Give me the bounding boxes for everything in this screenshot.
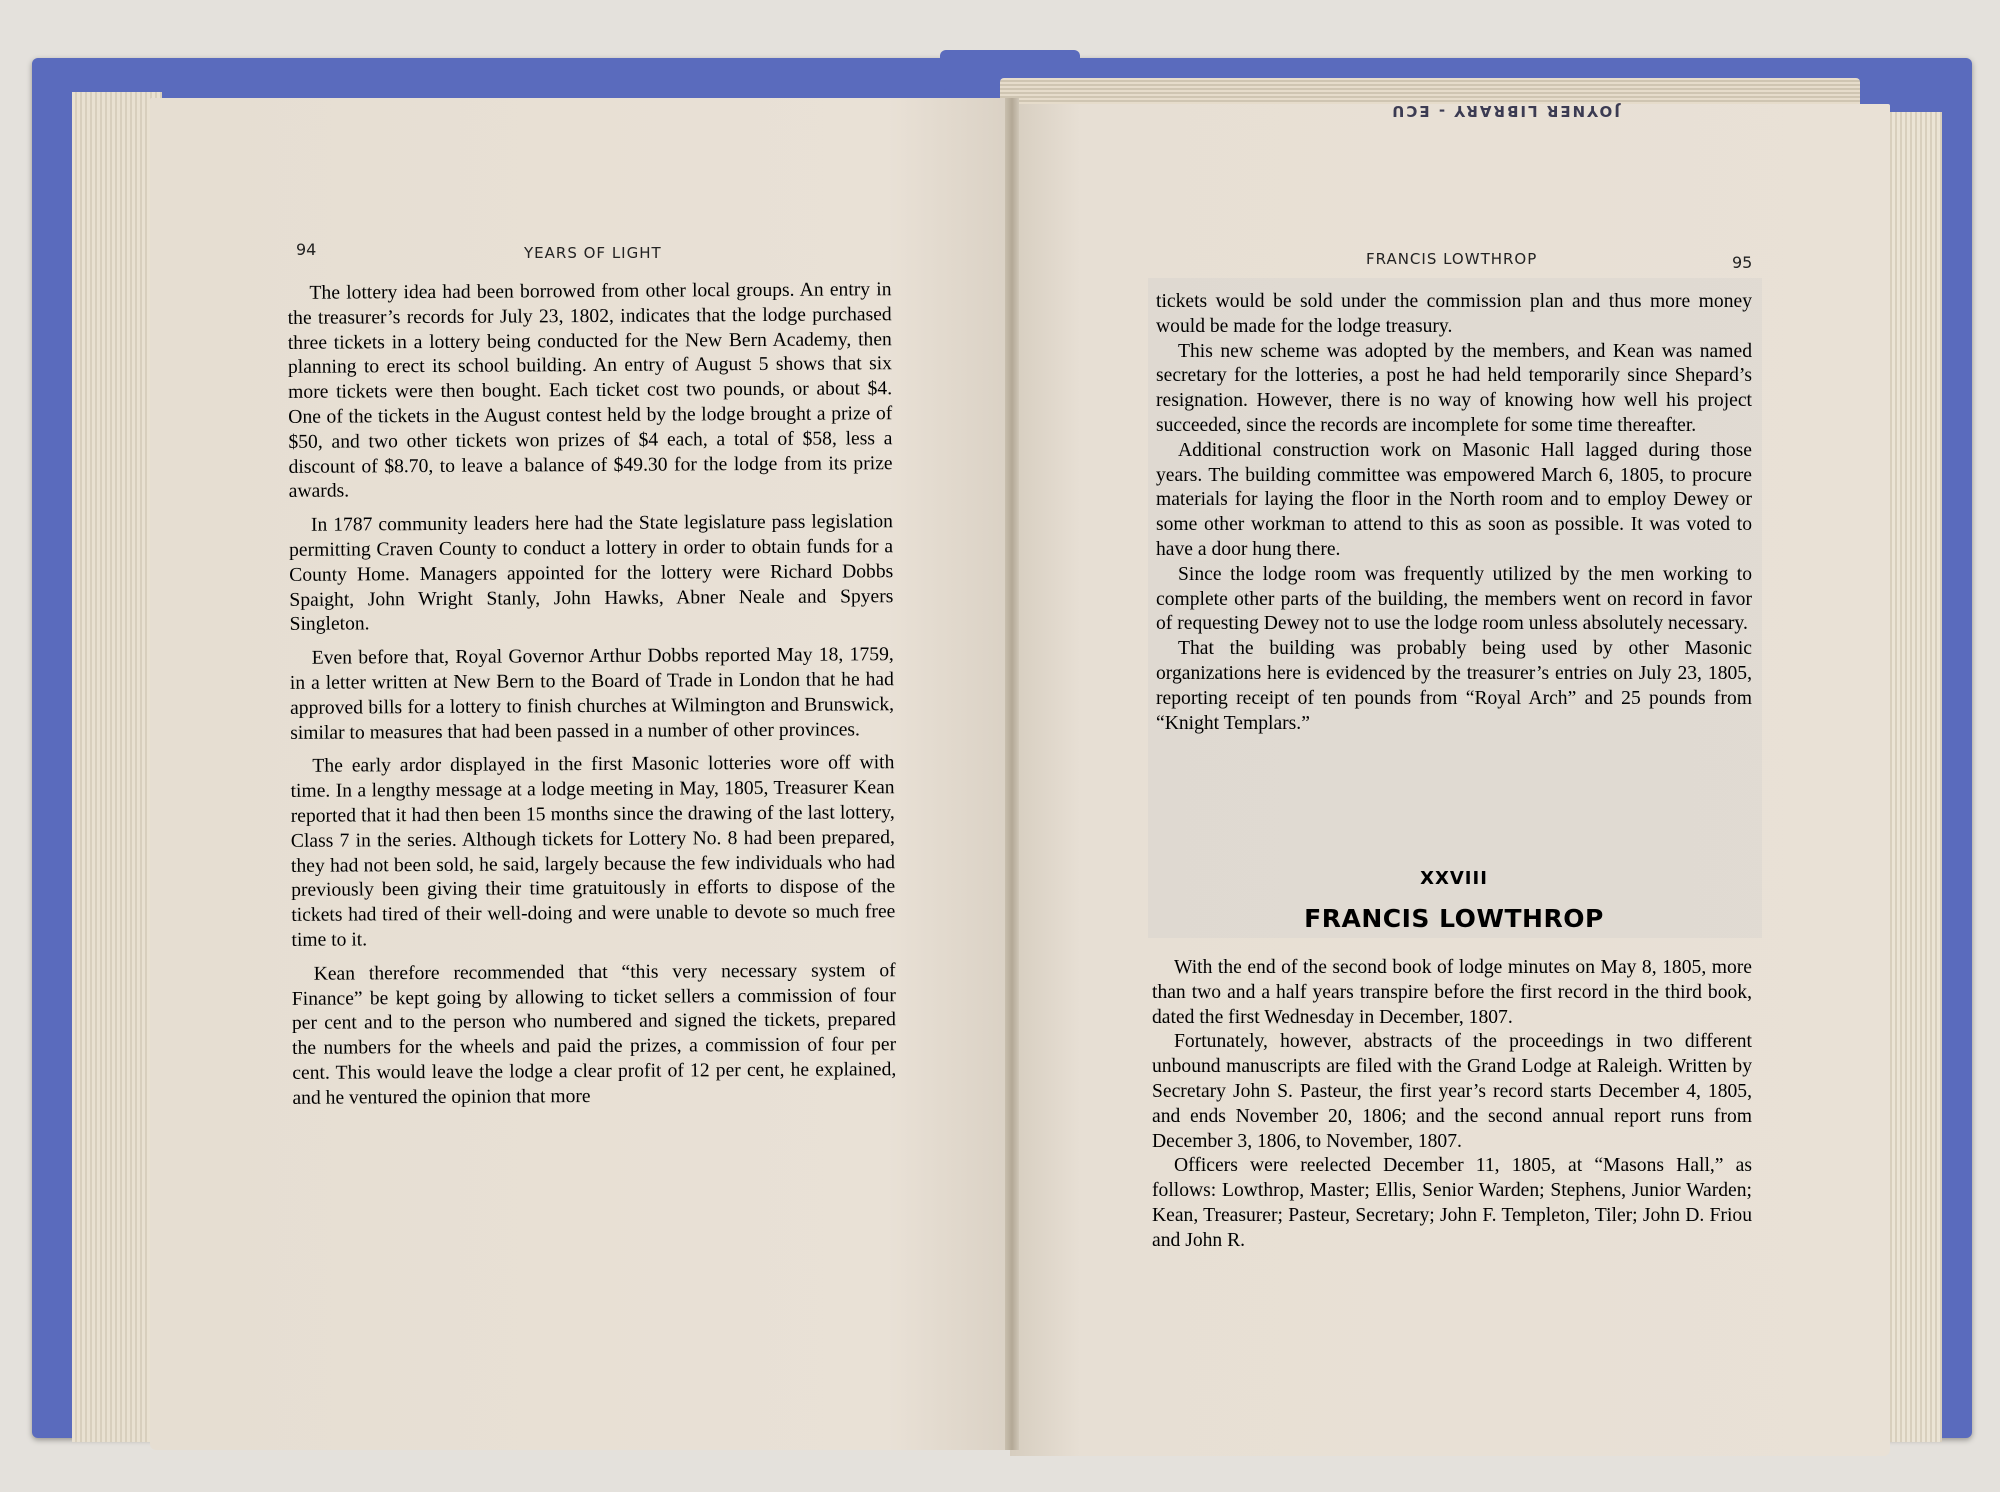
- paragraph: Kean therefore recommended that “this very necessary system of Finance” be kept going by allowing to ticket sellers a commission of four per cent and to the person who numbered and signed the tickets, prepared the numbers for the wheels and paid the prizes, a commission of four per cent. This would leave the lodge a clear profit of 12 per cent, he explained, and he ventured the opinion that more: [291, 959, 897, 1109]
- left-page-edges: [72, 92, 162, 1442]
- left-text-column: [287, 278, 896, 1120]
- right-text-column-bottom: [1152, 956, 1752, 1254]
- library-stamp: JOYNER LIBRARY - ECU: [1390, 102, 1620, 120]
- paragraph: Even before that, Royal Governor Arthur Dobbs reported May 18, 1759, in a letter written at New Bern to the Board of Trade in London that he had approved bills for a lottery to finish churches at Wilmington and Brunswick, similar to measures that had been passed in a number of other provinces.: [289, 644, 895, 744]
- right-running-head: FRANCIS LOWTHROP: [1366, 250, 1538, 268]
- paragraph: tickets would be sold under the commission plan and thus more money would be made for the lodge treasury.: [1156, 291, 1752, 337]
- chapter-number: XXVIII: [1420, 868, 1488, 889]
- left-running-head: YEARS OF LIGHT: [524, 244, 662, 262]
- paragraph: The lottery idea had been borrowed from other local groups. An entry in the treasurer’s records for July 23, 1802, indicates that the lodge purchased three tickets in a lottery being conducted for the New Bern Academy, then planning to erect its school building. An entry of August 5 shows that six more tickets were then bought. Each ticket cost two pounds, or about $4. One of the tickets in the August contest held by the lodge brought a prize of $50, and two other tickets won prizes of $4 each, a total of $58, less a discount of $8.70, to leave a balance of $49.30 for the lodge from its prize awards.: [287, 279, 893, 503]
- paragraph: Since the lodge room was frequently utilized by the men working to complete other parts of the building, the members went on record in favor of requesting Dewey not to use the lodge room unless absolutely necessary.: [1156, 563, 1752, 635]
- paragraph: This new scheme was adopted by the members, and Kean was named secretary for the lotteries, a post he had held temporarily since Shepard’s resignation. However, there is no way of knowing how well his project succeeded, since the records are incomplete for some time thereafter.: [1156, 340, 1752, 436]
- chapter-title: FRANCIS LOWTHROP: [1304, 904, 1604, 933]
- right-text-column-top: [1156, 290, 1752, 736]
- paragraph: Fortunately, however, abstracts of the proceedings in two different unbound manuscripts are filed with the Grand Lodge at Raleigh. Written by Secretary John S. Pasteur, the first year’s record starts December 4, 1805, and ends November 20, 1806; and the second annual report runs from December 3, 1806, to November, 1807.: [1152, 1031, 1752, 1152]
- right-page-number: 95: [1732, 253, 1753, 272]
- paragraph: Additional construction work on Masonic Hall lagged during those years. The building committee was empowered March 6, 1805, to procure materials for laying the floor in the North room and to employ Dewey or some other workman to attend to this as soon as possible. It was voted to have a door hung there.: [1156, 439, 1752, 560]
- paragraph: The early ardor displayed in the first Masonic lotteries wore off with time. In a lengthy message at a lodge meeting in May, 1805, Treasurer Kean reported that it had then been 15 months since the drawing of the last lottery, Class 7 in the series. Although tickets for Lottery No. 8 had been prepared, they had not been sold, he said, largely because the few individuals who had previously been giving their time gratuitously in efforts to dispose of the tickets had tired of their well-doing and were unable to devote so much free time to it.: [290, 752, 896, 951]
- paragraph: That the building was probably being used by other Masonic organizations here is evidenced by the treasurer’s entries on July 23, 1805, reporting receipt of ten pounds from “Royal Arch” and 25 pounds from “Knight Templars.”: [1156, 638, 1752, 734]
- paragraph: In 1787 community leaders here had the State legislature pass legislation permitting Craven County to conduct a lottery in order to obtain funds for a County Home. Managers appointed for the lottery were Richard Dobbs Spaight, John Wright Stanly, John Hawks, Abner Neale and Spyers Singleton.: [289, 511, 894, 636]
- paragraph: With the end of the second book of lodge minutes on May 8, 1805, more than two and a half years transpire before the first record in the third book, dated the first Wednesday in December, 1807.: [1152, 957, 1752, 1028]
- left-page-number: 94: [296, 240, 317, 259]
- paragraph: Officers were reelected December 11, 1805, at “Masons Hall,” as follows: Lowthrop, Master; Ellis, Senior Warden; Stephens, Junior Warden; Kean, Treasurer; Pasteur, Secretary; John F. Templeton, Tiler; John D. Friou and John R.: [1152, 1155, 1752, 1251]
- book-gutter: [1005, 98, 1019, 1450]
